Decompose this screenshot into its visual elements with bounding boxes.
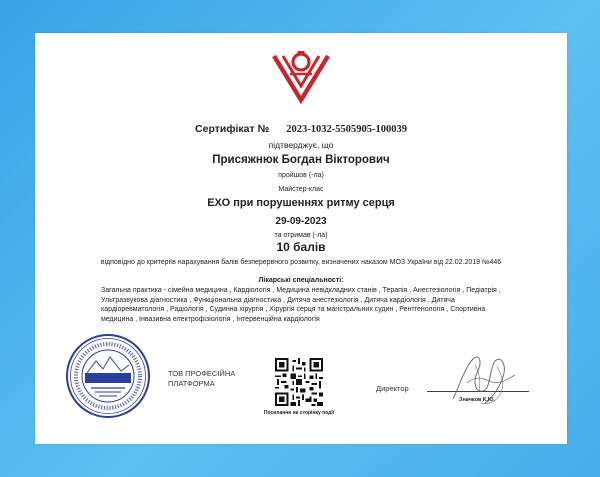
qr-code-icon[interactable] xyxy=(275,358,323,406)
certificate-number: 2023-1032-5505905-100039 xyxy=(286,124,407,135)
specialties-title: Лікарські спеціальності: xyxy=(258,277,344,284)
organization-line-1: ТОВ ПРОФЕСІЙНА xyxy=(168,369,236,378)
event-kind: Майстер-клас xyxy=(278,186,324,193)
completed-text: пройшов (-ла) xyxy=(278,172,324,179)
certificate-number-label: Сертифікат № xyxy=(195,123,270,135)
director-label: Директор xyxy=(376,384,409,393)
course-title: ЕХО при порушеннях ритму серця xyxy=(207,197,395,209)
received-text: та отримав (-ла) xyxy=(274,232,328,239)
certificate-number-line xyxy=(35,123,567,135)
seal-stamp-icon xyxy=(65,333,151,419)
criteria-text: відповідно до критеріїв нарахування балів безперервного розвитку, визначених наказом МОЗ України від 22.02.2019 №446 xyxy=(100,259,502,266)
signer-name: Значков К.Ю. xyxy=(459,397,495,403)
specialties-list: Загальна практика - сімейна медицина , Кардіологія , Медицина невідкладних станів , Терапія , Анестезіологія , Педіатрія , Ультразвукова діагностика , Функціональна діагностика , Дитяча анестезіологія , Дитяча кардіологія , Дитяча кардіоревматологія , Радіологія , Судинна хірургія , Хірургія серця та магістральних судин , Рентгенологія , Спортивна медицина , Інвазивна електрофізіологія , Інтервенційна кардіологія xyxy=(101,287,501,323)
event-date: 29-09-2023 xyxy=(275,216,327,227)
confirms-text: підтверджує, що xyxy=(268,140,334,150)
points-awarded: 10 балів xyxy=(276,240,326,254)
organization-name xyxy=(168,369,235,389)
recipient-name: Присяжнюк Богдан Вікторович xyxy=(212,154,390,166)
qr-caption: Посилання на сторінку події xyxy=(263,410,335,416)
platform-logo-icon xyxy=(270,48,332,104)
organization-line-2: ПЛАТФОРМА xyxy=(168,379,215,388)
certificate xyxy=(35,33,567,444)
